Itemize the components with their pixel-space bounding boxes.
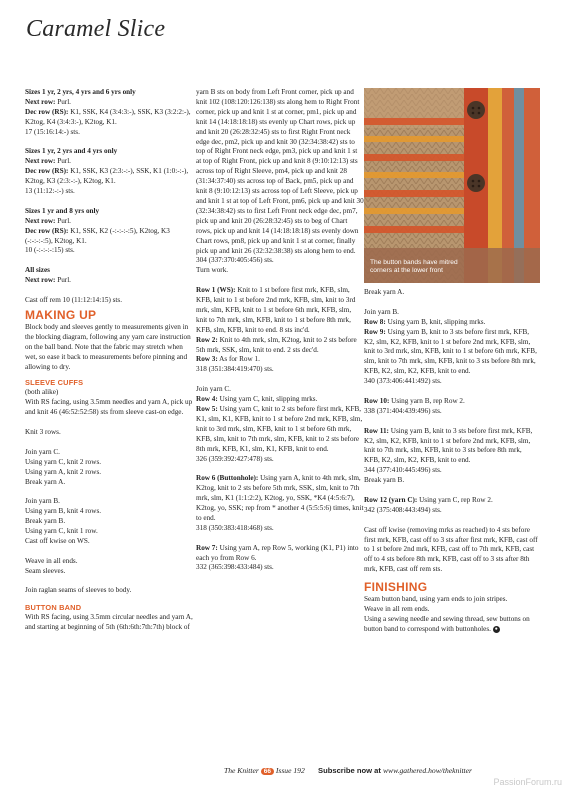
paragraph: (both alike) xyxy=(25,388,59,397)
instruction: Break yarn A. xyxy=(25,477,66,486)
footer-subscribe: Subscribe now at www.gathered.how/theknitter xyxy=(318,766,472,775)
row-instruction: Row 10: Using yarn B, rep Row 2. xyxy=(364,396,465,405)
instruction: Cast off rem 10 (11:12:14:15) sts. xyxy=(25,295,123,304)
stitch-count: 304 (337:370:405:456) sts. xyxy=(196,256,274,265)
instruction: Using yarn C, knit 2 rows. xyxy=(25,457,102,466)
instruction: Break yarn B. xyxy=(364,476,405,485)
instruction: Break yarn A. xyxy=(364,288,405,296)
sizes-heading: Sizes 1 yr, 2 yrs, 4 yrs and 6 yrs only xyxy=(25,88,136,96)
photo-caption: The button bands have mitred corners at the lower front xyxy=(370,258,458,274)
instruction: Next row: Purl. xyxy=(25,97,71,106)
instruction: Weave in all ends. xyxy=(25,556,78,565)
sizes-heading: All sizes xyxy=(25,266,50,275)
stitch-count: 318 (351:384:419:470) sts. xyxy=(196,365,274,374)
instruction: Break yarn B. xyxy=(25,517,66,526)
instruction: Weave in all rem ends. xyxy=(364,605,430,614)
instruction: Using yarn C, knit 1 row. xyxy=(25,527,98,536)
column-1 xyxy=(25,88,193,633)
instruction: Next row: Purl. xyxy=(25,157,71,166)
row-instruction: Row 4: Using yarn C, knit, slipping mrks. xyxy=(196,395,318,404)
stitch-count: 10 (-:-:-:-:15) sts. xyxy=(25,246,75,255)
end-mark-icon: ● xyxy=(494,626,498,632)
instruction: Join yarn C. xyxy=(25,447,60,456)
instruction: Next row: Purl. xyxy=(25,216,71,225)
sizes-heading: Sizes 1 yr, 2 yrs and 4 yrs only xyxy=(25,147,118,156)
instruction: Seam button band, using yarn ends to join stripes. xyxy=(364,595,508,604)
watermark: PassionForum.ru xyxy=(493,777,562,787)
stitch-count: 318 (350:383:418:468) sts. xyxy=(196,523,274,532)
instruction: Dec row (RS): K1, SSK, K3 (2:3:-:-), SSK, K1 (1:0:-:-), K2tog, K3 (2:3:-:-), K2tog, K1. xyxy=(25,167,189,186)
subheading-sleeve-cuffs: SLEEVE CUFFS xyxy=(25,378,84,388)
section-heading-making-up: MAKING UP xyxy=(25,307,97,322)
stitch-count: 17 (15:16:14:-) sts. xyxy=(25,127,80,136)
row-instruction: Row 1 (WS): Knit to 1 st before first mrk, KFB, slm, KFB, knit to 1 st before 2nd mrk, KFB, slm, knit to 3rd mrk, slm, KFB, knit to 1 st before 6th mrk, KFB, slm, knit to 7th mrk, slm, KFB, knit to 1 st before 8th mrk, KFB, slm, KFB, knit to end. 8 sts inc'd. xyxy=(196,286,356,334)
knitted-fabric-photo xyxy=(364,88,540,283)
column-3 xyxy=(364,288,539,635)
footer-magazine: The Knitter 66 Issue 192 xyxy=(224,766,305,775)
row-instruction: Row 2: Knit to 4th mrk, slm, K2tog, knit to 2 sts before 5th mrk, SSK, slm, knit to end. 2 sts dec'd. xyxy=(196,335,357,354)
instruction: Using yarn A, knit 2 rows. xyxy=(25,467,102,476)
sizes-heading: Sizes 1 yr and 8 yrs only xyxy=(25,206,100,215)
stitch-count: 338 (371:404:439:496) sts. xyxy=(364,406,442,415)
stitch-count: 344 (377:410:445:496) sts. xyxy=(364,466,442,475)
instruction: Dec row (RS): K1, SSK, K2 (-:-:-:-:5), K2tog, K3 (-:-:-:-:5), K2tog, K1. xyxy=(25,226,170,245)
row-instruction: Row 6 (Buttonhole): Using yarn A, knit to 4th mrk, slm, K2tog, knit to 2 sts before 5th mrk, SSK, slm, knit to 7th mrk, slm, K1 (1:1:2:2), K2tog, yo, SSK, *K4 (4:5:6:7), K2tog, yo, SSK; rep from * another 4 (5:5:5:6) times, knit to end. xyxy=(196,474,364,522)
row-instruction: Row 7: Using yarn A, rep Row 5, working (K1, P1) into each yo from Row 6. xyxy=(196,543,359,562)
stitch-count: 342 (375:408:443:494) sts. xyxy=(364,505,442,514)
section-heading-finishing: FINISHING xyxy=(364,580,428,595)
row-instruction: Row 8: Using yarn B, knit, slipping mrks. xyxy=(364,317,486,326)
paragraph: With RS facing, using 3.5mm needles and yarn A, pick up and knit 46 (46:52:52:58) sts from sleeve cast-on edge. xyxy=(25,398,193,417)
subscribe-link[interactable]: www.gathered.how/theknitter xyxy=(382,766,472,775)
subheading-button-band: BUTTON BAND xyxy=(25,603,82,613)
page-number: 66 xyxy=(261,768,274,775)
instruction: Knit 3 rows. xyxy=(25,428,61,437)
paragraph: With RS facing, using 3.5mm circular needles and yarn A, and starting at beginning of 5th (6th:6th:7th:7th) block of xyxy=(25,613,193,632)
row-instruction: Row 5: Using yarn C, knit to 2 sts before first mrk, KFB, K1, slm, K1, KFB, knit to 1 st before 2nd mrk, KFB, slm, knit to 3rd mrk, slm, KFB, knit to 1 st before 6th mrk, KFB, slm, knit to 7th mrk, slm, KFB, knit to 2 sts before 8th mrk, KFB, K1, slm, K1, KFB, knit to end. xyxy=(196,404,363,453)
instruction: Seam sleeves. xyxy=(25,566,66,575)
instruction: Join yarn C. xyxy=(196,385,231,394)
paragraph: Cast off kwise (removing mrks as reached) to 4 sts before first mrk, KFB, cast off to 3 sts after first mrk, KFB, cast off to 1 st before 2nd mrk, KFB, cast off to 7th mrk, KFB, cast off to 4 sts before 8th mrk, KFB, cast off to 3 sts after 8th mrk, KFB, cast off rem sts. xyxy=(364,525,538,574)
row-instruction: Row 3: As for Row 1. xyxy=(196,355,260,364)
stitch-count: 340 (373:406:441:492) sts. xyxy=(364,377,442,386)
stitch-count: 13 (11:12:-:-) sts. xyxy=(25,187,75,196)
instruction: Join yarn B. xyxy=(25,497,60,506)
stitch-count: 326 (359:392:427:478) sts. xyxy=(196,454,274,463)
paragraph: yarn B sts on body from Left Front corner, pick up and knit 102 (108:120:126:138) sts along hem to Right Front corner, pick up and knit 1 st at corner, pm1, pick up and knit 14 (14:18:18:18) sts evenly up Chart rows, pick up and knit 20 (26:28:32:45) sts to first Right Front neck edge dec, pm2, pick up and knit 30 (32:34:38:42) sts to top of Right Front neck edge, pm3, pick up and knit 1 st at top of Right Front, pick up and knit 8 (9:10:12:13) sts across top of Right Sleeve, pm4, pick up and knit 28 (31:34:37:40) sts across top of Back, pm5, pick up and knit 8 (9:10:12:13) sts across top of Left Sleeve, pick up and knit 1 st at top of Left Front, pm6, pick up and knit 30 (32:34:38:42) sts to first Left Front neck edge dec, pm7, pick up and knit 20 (26:28:32:45) sts to beg of Chart rows, pick up and knit 14 (14:18:18:18) sts evenly down Chart rows, pm8, pick up and knit 1 st at corner, finally pick up and knit 26 (32:32:38:38) sts along hem to end. xyxy=(196,88,364,255)
instruction: Join raglan seams of sleeves to body. xyxy=(25,586,132,595)
column-2 xyxy=(196,88,364,573)
stitch-count: 332 (365:398:433:484) sts. xyxy=(196,563,274,572)
instruction: Next row: Purl. xyxy=(25,276,71,285)
row-instruction: Row 12 (yarn C): Using yarn C, rep Row 2. xyxy=(364,495,493,504)
page-title: Caramel Slice xyxy=(26,16,166,42)
instruction: Join yarn B. xyxy=(364,307,399,316)
instruction: Dec row (RS): K1, SSK, K4 (3:4:3:-), SSK, K3 (3:2:2:-), K2tog, K4 (3:4:3:-), K2tog, K1. xyxy=(25,107,191,126)
instruction: Turn work. xyxy=(196,266,229,275)
row-instruction: Row 9: Using yarn B, knit to 3 sts before first mrk, KFB, K2, slm, K2, KFB, knit to 1 st before 2nd mrk, KFB, slm, knit to 3rd mrk, slm, KFB, knit to 1 st before 6th mrk, KFB, slm, knit to 7th mrk, slm, KFB, knit to 3 sts before 8th mrk, KFB, K2, slm, K2, KFB, knit to end. xyxy=(364,327,537,376)
instruction: Using yarn B, knit 4 rows. xyxy=(25,507,102,516)
paragraph: Block body and sleeves gently to measurements given in the blocking diagram, following any yarn care instruction on the ball band. Note that the fabric may stretch when wet, so ease it back to measurements before pinning and allowing to dry. xyxy=(25,322,191,371)
photo-illustration xyxy=(364,88,540,283)
instruction: Using a sewing needle and sewing thread, sew buttons on button band to correspond with buttonholes. ● xyxy=(364,615,530,633)
instruction: Cast off kwise on WS. xyxy=(25,536,90,545)
row-instruction: Row 11: Using yarn B, knit to 3 sts before first mrk, KFB, K2, slm, K2, KFB, knit to 1 st before 2nd mrk, KFB, slm, knit to 7th mrk, slm, KFB, knit to 3 sts before 8th mrk, KFB, K2, slm, K2, KFB, knit to end. xyxy=(364,426,533,465)
